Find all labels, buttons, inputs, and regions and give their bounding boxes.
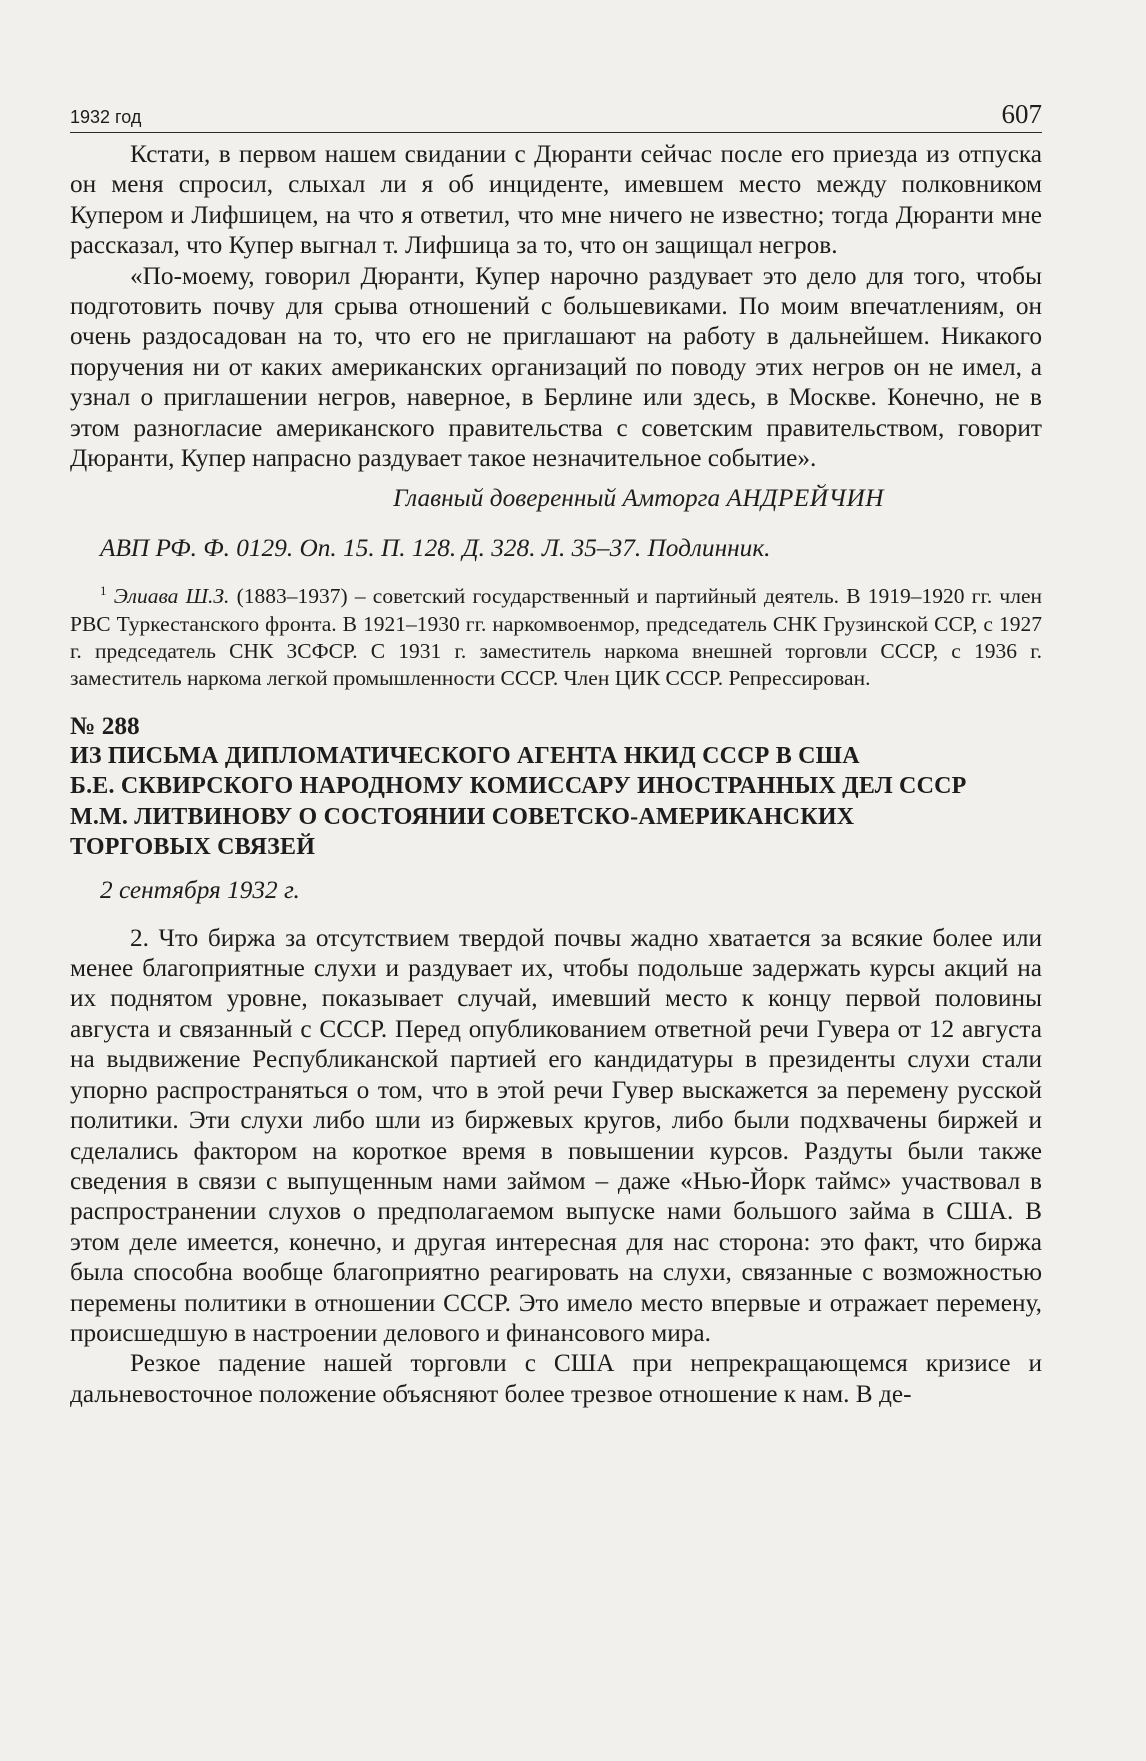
paragraph-duranti-quote: «По-моему, говорил Дюранти, Купер нарочно раздувает это дело для того, чтобы подготовить почву для срыва отношений с большевиками. По моим впечатлениям, он очень раздосадован на то, что его не приглашают на работу в дальнейшем. Никакого поручения ни от каких американских организаций по поводу этих негров он не имел, а узнал о приглашении негров, наверное, в Берлине или здесь, в Москве. Конечно, не в этом разногласие американского правительства с советским правительством, говорит Дюранти, Купер напрасно раздувает такое незначительное событие». — [70, 261, 1042, 473]
page-body — [70, 139, 1042, 1409]
signature-role: Главный доверенный Амторга — [393, 484, 721, 513]
archive-reference: АВП РФ. Ф. 0129. Оп. 15. П. 128. Д. 328. Л. 35–37. Подлинник. — [100, 534, 771, 563]
paragraph-stock-exchange: 2. Что биржа за отсутствием твердой почвы жадно хватается за всякие более или менее благоприятные слухи и раздувает их, чтобы подольше задержать курсы акций на их поднятом уровне, показывает случай, имевший место к концу первой половины августа и связанный с СССР. Перед опубликованием ответной речи Гувера от 12 августа на выдвижение Республиканской партией его кандидатуры в президенты слухи стали упорно распространяться о том, что в этой речи Гувер выскажется за перемену русской политики. Эти слухи либо шли из биржевых кругов, либо были подхвачены биржей и сделались фактором на короткое время в повышении курсов. Раздуты были также сведения в связи с выпущенным нами займом – даже «Нью-Йорк таймс» участвовал в распространении слухов о предполагаемом выпуске нами большого займа в США. В этом деле имеется, конечно, и другая интересная для нас сторона: это факт, что биржа была способна вообще благоприятно реагировать на слухи, связанные с возможностью перемены политики в отношении СССР. Это имело место впервые и отражает перемену, происшедшую в настроении делового и финансового мира. — [70, 923, 1042, 1347]
footnote — [70, 583, 1042, 692]
footnote-text: (1883–1937) – советский государственный и партийный деятель. В 1919–1920 гг. член РВС Туркестанского фронта. В 1921–1930 гг. наркомвоенмор, председатель СНК Грузинской ССР, с 1927 г. председатель СНК ЗСФСР. С 1931 г. заместитель наркома внешней торговли СССР, с 1936 г. заместитель наркома легкой промышленности СССР. Член ЦИК СССР. Репрессирован. — [70, 584, 1043, 691]
book-page — [70, 0, 1042, 1761]
document-title-line: ТОРГОВЫХ СВЯЗЕЙ — [70, 834, 316, 861]
document-title-line: М.М. ЛИТВИНОВУ О СОСТОЯНИИ СОВЕТСКО-АМЕРИКАНСКИХ — [70, 803, 855, 830]
signature-name: АНДРЕЙЧИН — [726, 484, 884, 513]
document-number: № 288 — [70, 711, 140, 740]
document-title-line: Б.Е. СКВИРСКОГО НАРОДНОМУ КОМИССАРУ ИНОСТРАННЫХ ДЕЛ СССР — [70, 773, 967, 800]
document-title — [70, 741, 1042, 863]
document-title-line: ИЗ ПИСЬМА ДИПЛОМАТИЧЕСКОГО АГЕНТА НКИД СССР В США — [70, 742, 860, 769]
document-date: 2 сентября 1932 г. — [100, 875, 300, 904]
header-year: 1932 год — [70, 107, 142, 127]
paragraph-duranti-incident: Кстати, в первом нашем свидании с Дюранти сейчас после его приезда из отпуска он меня спросил, слыхал ли я об инциденте, имевшем место между полковником Купером и Лифшицем, на что я ответил, что мне ничего не известно; тогда Дюранти мне рассказал, что Купер выгнал т. Лифшица за то, что он защищал негров. — [70, 140, 1042, 260]
running-header — [70, 98, 1042, 133]
signature — [70, 483, 1042, 513]
footnote-person-name: Элиава Ш.З. — [113, 584, 230, 609]
page-number: 607 — [1001, 99, 1042, 129]
paragraph-trade-decline: Резкое падение нашей торговли с США при непрекращающемся кризисе и дальневосточное положение объясняют более трезвое отношение к нам. В де- — [70, 1349, 1042, 1408]
footnote-marker: 1 — [100, 583, 107, 599]
